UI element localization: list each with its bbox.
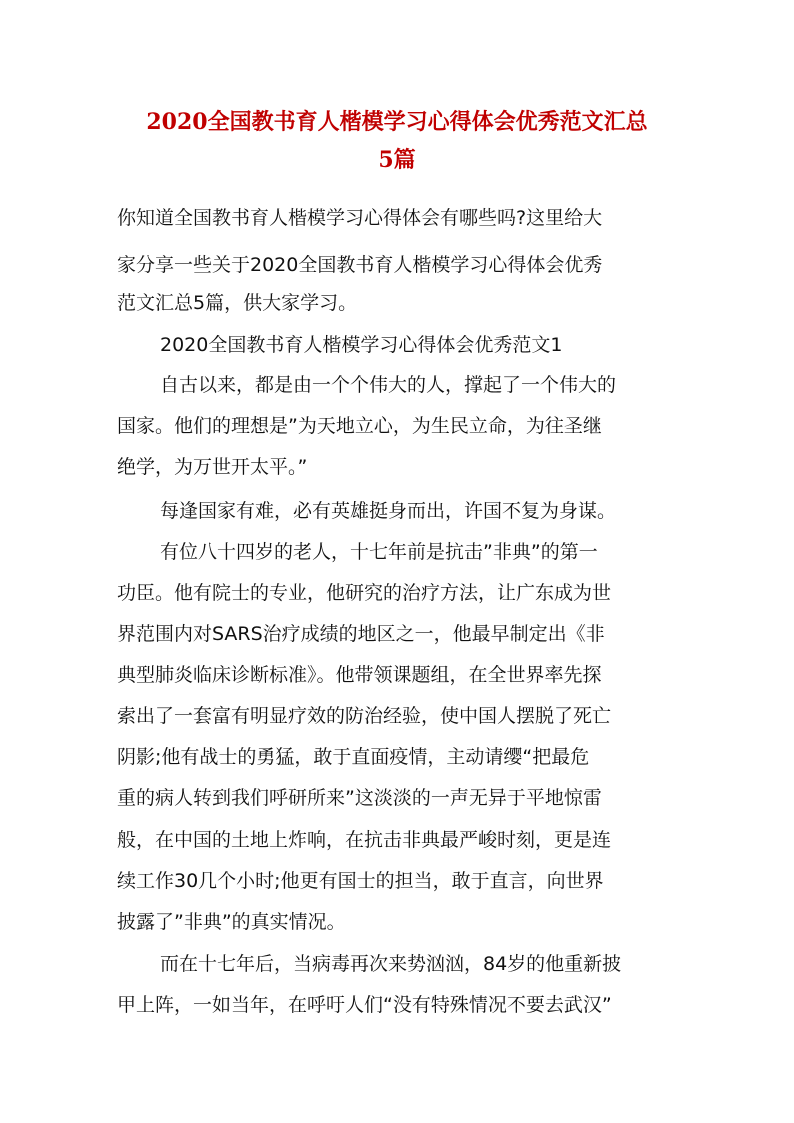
paragraph-line: 阴影;他有战士的勇猛，敢于直面疫情，主动请缨“把最危 xyxy=(117,746,590,768)
document-title-line1: 2020全国教书育人楷模学习心得体会优秀范文汇总 xyxy=(146,109,648,135)
paragraph-line: 续工作30几个小时;他更有国士的担当，敢于直言，向世界 xyxy=(117,870,604,892)
document-title-line2: 5篇 xyxy=(378,147,416,173)
paragraph-line: 绝学，为万世开太平。” xyxy=(117,456,308,478)
paragraph-line: 国家。他们的理想是”为天地立心，为生民立命，为往圣继 xyxy=(117,415,602,437)
paragraph-line: 范文汇总5篇，供大家学习。 xyxy=(117,292,358,314)
paragraph-line: 功臣。他有院士的专业，他研究的治疗方法，让广东成为世 xyxy=(117,582,612,604)
paragraph-line: 你知道全国教书育人楷模学习心得体会有哪些吗?这里给大 xyxy=(117,207,603,229)
paragraph-line: 界范围内对SARS治疗成绩的地区之一，他最早制定出《非 xyxy=(117,623,605,645)
paragraph-line: 自古以来，都是由一个个伟大的人，撑起了一个伟大的 xyxy=(160,374,617,396)
paragraph-line: 披露了”非典”的真实情况。 xyxy=(117,911,346,933)
paragraph-line: 有位八十四岁的老人，十七年前是抗击”非典”的第一 xyxy=(160,541,598,563)
paragraph-line: 每逢国家有难，必有英雄挺身而出，许国不复为身谋。 xyxy=(160,500,617,522)
paragraph-line: 索出了一套富有明显疗效的防治经验，使中国人摆脱了死亡 xyxy=(117,705,612,727)
paragraph-line: 而在十七年后，当病毒再次来势汹汹，84岁的他重新披 xyxy=(160,953,622,975)
paragraph-line: 甲上阵，一如当年，在呼吁人们“没有特殊情况不要去武汉” xyxy=(117,994,612,1016)
section-heading: 2020全国教书育人楷模学习心得体会优秀范文1 xyxy=(160,334,563,356)
paragraph-line: 重的病人转到我们呼研所来”这淡淡的一声无异于平地惊雷 xyxy=(117,787,602,809)
paragraph-line: 典型肺炎临床诊断标准》。他带领课题组，在全世界率先探 xyxy=(117,664,602,686)
paragraph-line: 家分享一些关于2020全国教书育人楷模学习心得体会优秀 xyxy=(117,254,603,276)
paragraph-line: 般，在中国的土地上炸响，在抗击非典最严峻时刻，更是连 xyxy=(117,829,612,851)
